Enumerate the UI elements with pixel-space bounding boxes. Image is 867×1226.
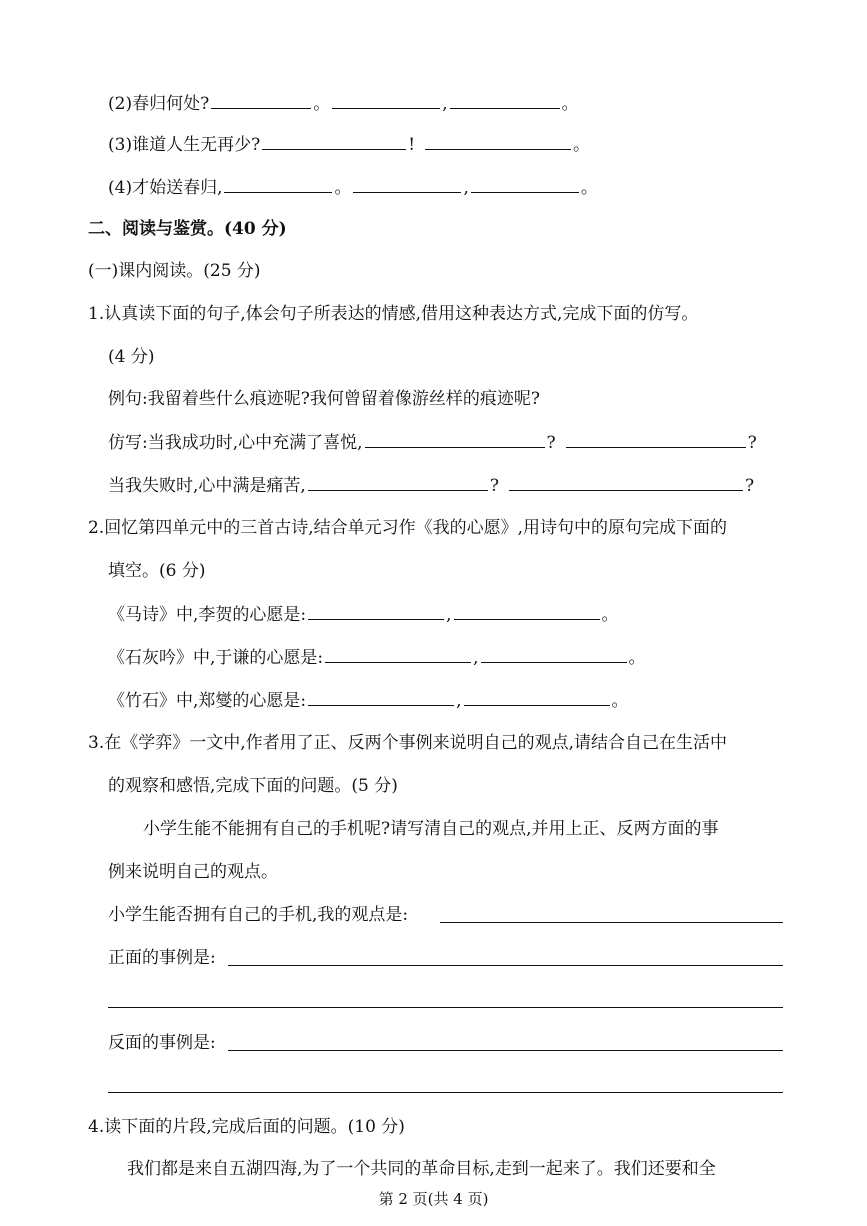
question-2-text-cont: 填空。(6 分) [108,561,206,581]
answer-line-negative[interactable] [228,1050,783,1051]
blank[interactable] [509,474,743,491]
answer-line-negative-2[interactable] [108,1092,783,1093]
poem-fill-3-prefix: (3)谁道人生无再少? [108,135,261,155]
blank[interactable] [308,474,488,491]
blank[interactable] [454,603,600,620]
reading-passage: 我们都是来自五湖四海,为了一个共同的革命目标,走到一起来了。我们还要和全 [127,1159,716,1179]
question-2-text: 2.回忆第四单元中的三首古诗,结合单元习作《我的心愿》,用诗句中的原句完成下面的 [88,518,728,538]
section-title: 二、阅读与鉴赏。(40 分) [88,219,287,239]
blank[interactable] [471,176,579,193]
poem-fill-4: (4)才始送春归, 。 , 。 [108,178,598,198]
blank[interactable] [425,133,571,150]
wish-row-ma-shi: 《马诗》中,李贺的心愿是: , 。 [108,605,619,625]
poem-fill-2-prefix: (2)春归何处? [108,94,210,114]
question-1-score: (4 分) [108,347,155,367]
blank[interactable] [308,603,444,620]
poem-fill-2: (2)春归何处? 。 , 。 [108,94,579,114]
blank[interactable] [481,646,627,663]
poem-fill-4-prefix: (4)才始送春归, [108,178,223,198]
blank[interactable] [224,176,332,193]
answer-line-positive[interactable] [228,965,783,966]
answer-line-positive-2[interactable] [108,1007,783,1008]
blank[interactable] [211,92,311,109]
question-4-text: 4.读下面的片段,完成后面的问题。(10 分) [88,1117,405,1137]
blank[interactable] [365,431,545,448]
blank[interactable] [464,689,610,706]
example-sentence: 例句:我留着些什么痕迹呢?我何曾留着像游丝样的痕迹呢? [108,389,540,409]
poem-fill-3: (3)谁道人生无再少? ! 。 [108,135,591,155]
question-1-text: 1.认真读下面的句子,体会句子所表达的情感,借用这种表达方式,完成下面的仿写。 [88,304,699,324]
page-number: 第 2 页(共 4 页) [378,1190,489,1208]
wish-row-zhu-shi: 《竹石》中,郑燮的心愿是: , 。 [108,691,629,711]
subsection-title: (一)课内阅读。(25 分) [88,261,261,281]
blank[interactable] [325,646,471,663]
wish-row-shi-hui-yin: 《石灰吟》中,于谦的心愿是: , 。 [108,648,646,668]
imitate-line-1: 仿写:当我成功时,心中充满了喜悦, ? ? [108,433,757,453]
positive-example-label: 正面的事例是: [108,948,216,968]
question-3-text: 3.在《学弈》一文中,作者用了正、反两个事例来说明自己的观点,请结合自己在生活中 [88,733,728,753]
negative-example-label: 反面的事例是: [108,1033,216,1053]
answer-line-view[interactable] [440,922,783,923]
blank[interactable] [332,92,440,109]
question-3-prompt-cont: 例来说明自己的观点。 [108,862,278,882]
imitate-line-2: 当我失败时,心中满是痛苦, ? ? [108,476,755,496]
blank[interactable] [262,133,406,150]
view-label: 小学生能否拥有自己的手机,我的观点是: [108,905,409,925]
question-3-prompt: 小学生能不能拥有自己的手机呢?请写清自己的观点,并用上正、反两方面的事 [143,819,719,839]
blank[interactable] [308,689,454,706]
blank[interactable] [566,431,746,448]
question-3-text-cont: 的观察和感悟,完成下面的问题。(5 分) [108,776,398,796]
blank[interactable] [450,92,560,109]
blank[interactable] [353,176,461,193]
